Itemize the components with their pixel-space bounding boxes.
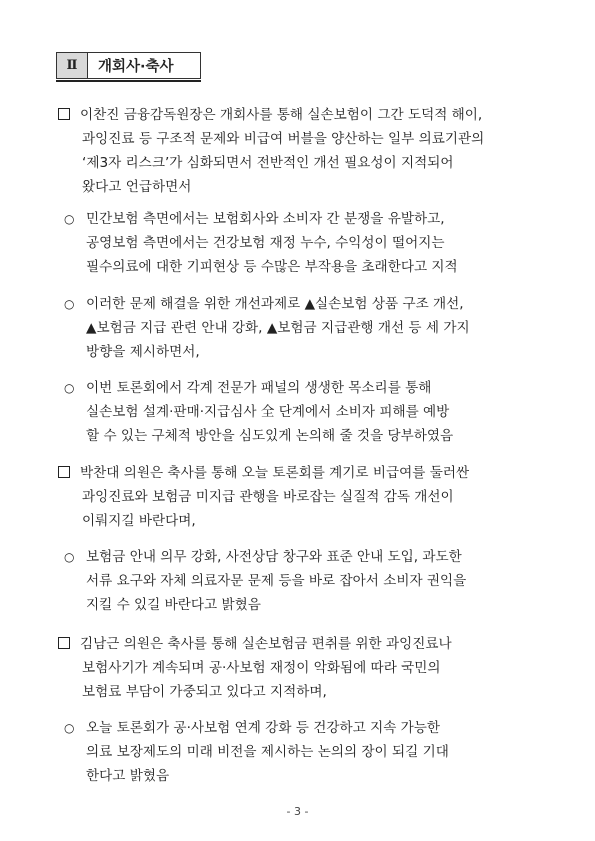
text-line: 서류 요구와 자체 의료자문 문제 등을 바로 잡아서 소비자 권익을 — [86, 573, 467, 589]
text-line: 김남근 의원은 축사를 통해 실손보험금 편취를 위한 과잉진료나 — [80, 636, 452, 652]
text-line: 지킬 수 있길 바란다고 밝혔음 — [86, 597, 261, 613]
text-line: 의료 보장제도의 미래 비전을 제시하는 논의의 장이 되길 기대 — [86, 744, 449, 760]
text-line: 과잉진료와 보험금 미지급 관행을 바로잡는 실질적 감독 개선이 — [82, 489, 454, 505]
paragraph-opening-remarks — [58, 103, 552, 199]
section-header — [56, 52, 201, 79]
section-title: 개회사·축사 — [98, 59, 174, 75]
text-line: 이러한 문제 해결을 위한 개선과제로 ▲실손보험 상품 구조 개선, — [86, 296, 464, 312]
text-line: 오늘 토론회가 공·사보험 연계 강화 등 건강하고 지속 가능한 — [86, 720, 441, 736]
circle-bullet-icon: ○ — [64, 550, 75, 564]
text-line: 공영보험 측면에서는 건강보험 재정 누수, 수익성이 떨어지는 — [86, 235, 445, 251]
text-line: 이번 토론회에서 각계 전문가 패널의 생생한 목소리를 통해 — [86, 380, 432, 396]
sub-paragraph-side-effects — [64, 207, 554, 279]
circle-bullet-icon: ○ — [64, 212, 75, 226]
text-line: 박찬대 의원은 축사를 통해 오늘 토론회를 계기로 비급여를 둘러싼 — [80, 465, 470, 481]
text-line: 할 수 있는 구체적 방안을 심도있게 논의해 줄 것을 당부하였음 — [86, 428, 454, 444]
text-line: 왔다고 언급하면서 — [82, 179, 192, 195]
circle-bullet-icon: ○ — [64, 721, 75, 735]
circle-bullet-icon: ○ — [64, 297, 75, 311]
square-bullet-icon — [58, 466, 70, 478]
square-bullet-icon — [58, 637, 70, 649]
text-line: ‘제3자 리스크’가 심화되면서 전반적인 개선 필요성이 지적되어 — [82, 155, 454, 171]
text-line: 필수의료에 대한 기피현상 등 수많은 부작용을 초래한다고 지적 — [86, 259, 458, 275]
text-line: 민간보험 측면에서는 보험회사와 소비자 간 분쟁을 유발하고, — [86, 211, 445, 227]
sub-paragraph-consumer-rights — [64, 545, 554, 617]
text-line: 방향을 제시하면서, — [86, 344, 200, 360]
text-line: 보험료 부담이 가중되고 있다고 지적하며, — [82, 684, 327, 700]
text-line: 보험사기가 계속되며 공·사보험 재정이 악화됨에 따라 국민의 — [82, 660, 441, 676]
text-line: ▲보험금 지급 관련 안내 강화, ▲보험금 지급관행 개선 등 세 가지 — [86, 320, 470, 336]
page-number: - 3 - — [286, 805, 309, 818]
section-underline — [56, 80, 201, 82]
text-line: 한다고 밝혔음 — [86, 768, 170, 784]
paragraph-kim-remarks — [58, 632, 552, 704]
text-line: 실손보험 설계·판매·지급심사 全 단계에서 소비자 피해를 예방 — [86, 404, 450, 420]
section-number: Ⅱ — [57, 53, 88, 78]
circle-bullet-icon: ○ — [64, 381, 75, 395]
sub-paragraph-discussion-request — [64, 376, 554, 448]
sub-paragraph-future-vision — [64, 716, 554, 788]
text-line: 보험금 안내 의무 강화, 사전상담 창구와 표준 안내 도입, 과도한 — [86, 549, 462, 565]
paragraph-park-remarks — [58, 461, 552, 533]
text-line: 이뤄지길 바란다며, — [82, 513, 196, 529]
text-line: 이찬진 금융감독원장은 개회사를 통해 실손보험이 그간 도덕적 해이, — [80, 107, 483, 123]
square-bullet-icon — [58, 108, 70, 120]
sub-paragraph-improvement-tasks — [64, 292, 554, 364]
text-line: 과잉진료 등 구조적 문제와 비급여 버블을 양산하는 일부 의료기관의 — [82, 131, 485, 147]
